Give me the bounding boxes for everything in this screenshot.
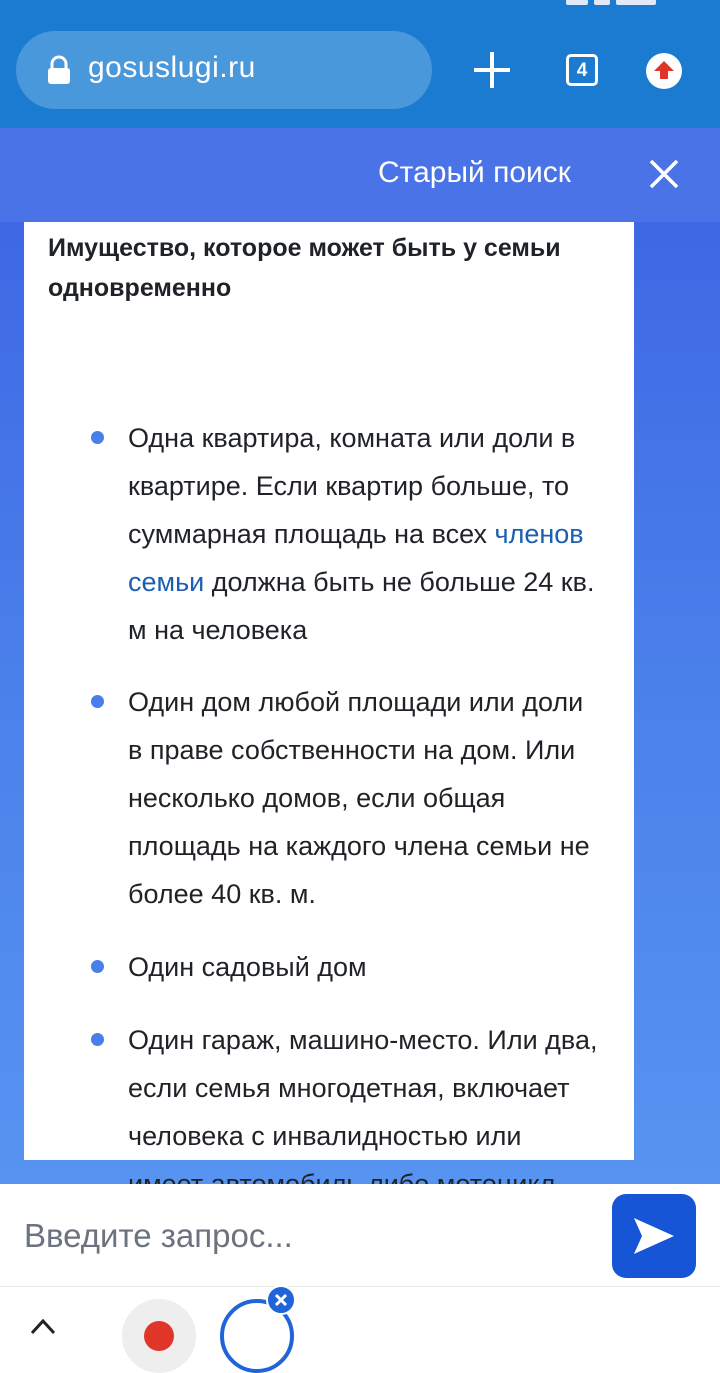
lock-icon (46, 55, 72, 85)
address-bar[interactable] (16, 31, 432, 109)
dock-app-icon[interactable] (122, 1299, 196, 1373)
family-members-link[interactable]: членов семьи (128, 519, 584, 597)
overlay-header (0, 128, 720, 222)
section-heading: Имущество, которое может быть у семьи одновременно (48, 234, 561, 302)
bullet-icon (91, 960, 104, 973)
bottom-dock (0, 1286, 720, 1333)
query-bar (0, 1184, 720, 1286)
list-item: Один гараж, машино-место. Или два, если семья многодетная, включает человека с инвалидностью или (128, 1025, 598, 1151)
list-item: Один дом любой площади или доли в праве собственности на дом. Или несколько домов, если общая площадь на каждого члена семьи не более 40 кв. м. (128, 687, 590, 909)
url-text: gosuslugi.ru (88, 51, 256, 84)
old-search-link[interactable]: Старый поиск (378, 156, 571, 189)
close-badge-icon[interactable] (266, 1285, 296, 1315)
list-item: Одна квартира, комната или доли в квартире. Если квартир больше, то суммарная площадь на всех членов семьи должна быть не больше 24 кв. м на человека (128, 423, 595, 645)
chevron-up-icon[interactable] (28, 1315, 58, 1335)
status-icons (560, 0, 680, 10)
browser-toolbar (0, 0, 720, 128)
query-input[interactable] (24, 1214, 584, 1258)
new-tab-button[interactable] (470, 48, 514, 92)
bullet-icon (91, 695, 104, 708)
bullet-icon (91, 1033, 104, 1046)
close-icon[interactable] (648, 158, 680, 190)
page-background (0, 128, 720, 1184)
tab-switcher-button[interactable] (566, 54, 598, 86)
arrow-up-icon (653, 59, 675, 81)
bullet-icon (91, 431, 104, 444)
tab-count: 4 (576, 60, 588, 81)
send-icon (632, 1216, 676, 1256)
list-item: Один садовый дом (128, 952, 367, 982)
send-button[interactable] (612, 1194, 696, 1278)
update-button[interactable] (646, 53, 682, 89)
content-card (24, 222, 634, 1160)
status-bar (0, 0, 720, 12)
